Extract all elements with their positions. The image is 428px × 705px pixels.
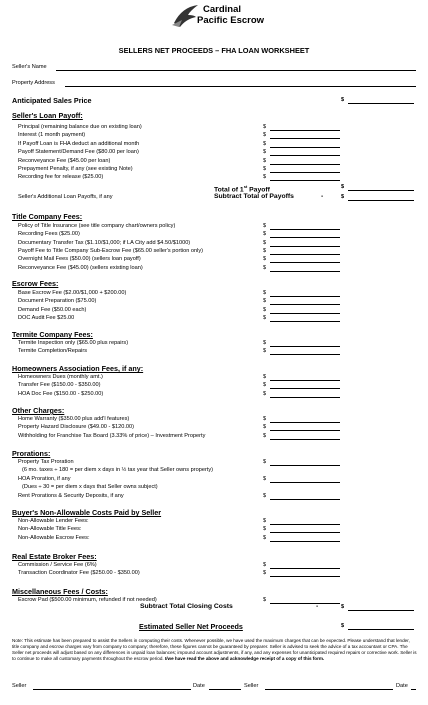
currency-sign: $ [263, 570, 267, 577]
currency-sign: $ [263, 247, 267, 254]
amount-field[interactable] [270, 397, 340, 398]
currency-sign: $ [263, 256, 267, 263]
amount-field[interactable] [270, 246, 340, 247]
hoa-item: Transfer Fee ($150.00 - $350.00) [18, 382, 101, 389]
loan-payoff-item: Principal (remaining balance due on existing loan) [18, 124, 142, 130]
total-first-payoff-label: Total of 1st Payoff [214, 184, 270, 194]
logo-line1: Cardinal [203, 4, 242, 15]
broker-item: Transaction Coordinator Fee ($250.00 - $350.00) [18, 570, 140, 577]
other-item: Withholding for Franchise Tax Board (3.33% of price) – Investment Property [18, 432, 206, 439]
loan-payoff-item: If Payoff Loan is FHA deduct an additional month [18, 140, 140, 147]
escrow-fees-item: Demand Fee ($50.00 each) [18, 306, 87, 313]
amount-field[interactable] [270, 354, 340, 355]
termite-item: Termite Completion/Repairs [18, 348, 88, 355]
sales-price-currency: $ [341, 97, 345, 103]
termite-item: Termite Inspection only ($65.00 plus repairs) [18, 340, 129, 346]
net-proceeds-label: Estimated Seller Net Proceeds [139, 622, 243, 631]
currency-sign: $ [263, 124, 267, 130]
subtract-payoffs-field[interactable] [348, 200, 414, 201]
property-address-field[interactable] [65, 86, 416, 87]
seller1-signature-field[interactable] [33, 689, 191, 690]
seller2-label: Seller [244, 683, 259, 689]
page-title: SELLERS NET PROCEEDS – FHA LOAN WORKSHEET [118, 46, 310, 55]
worksheet-page: Cardinal Pacific Escrow SELLERS NET PROCEEDS – FHA LOAN WORKSHEET Seller's Name Property Address Anticipated Sales Price $ Seller's Loan Payoff: Principal (remaining balance due on existing loan) $ Interest (1 month payment) $ If Payoff Loan is FHA deduct an additional month $ Payoff Statement/Demand Fee ($80.00 per loan) $ Reconveyance Fee ($45.00 per loan) $ Prepayment Penalty, if any (see existing Note) $ Recording fee for release ($25.00) $ Title Company Fees: Policy of Title Insurance (see title company chart/owners policy) $ Recording Fees ($25.00) $ Documentary Transfer Tax ($1.10/$1,000; if LA City add $4.50/$1000) $ Payoff Fee to Title Company Sub-Escrow Fee ($65.00 seller's portion only) $ Overnight Mail Fees ($50.00) (sellers loan payoff) $ Reconveyance Fee ($45.00) (sellers existing loan) $ Escrow Fees: Base Escrow Fee ($2.00/$1,000 + $200.00) $ Document Preparation ($75.00) $ Demand Fee ($50.00 each) $ DOC Audit Fee $25.00 $ Termite Company Fees: Termite Inspection only ($65.00 plus repairs) $ Termite Completion/Repairs $ Homeowners Association Fees, if any: Homeowners Dues (monthly amt.) $ Transfer Fee ($150.00 - $350.00) $ HOA Doc Fee ($150.00 - $250.00) $ Other Charges: Home Warranty ($350.00 plus add'l features) $ Property Hazard Disclosure ($49.00 - $120.00) $ Withholding for Franchise Tax Board (3.33% of price) – Investment Property $ Prorations: Property Tax Proration $ (6 mo. taxes ÷ 180 = per diem x days in ½ tax year that Seller owns property) HOA Proration, if any $ (Dues ÷ 30 = per diem x days that Seller owns subject) Rent Prorations & Security Deposits, if any $ Buyer's Non-Allowable Costs Paid by Seller Non-Allowable Lender Fees: $ Non-Allowable Title Fees: $ Non-Allowable Escrow Fees: $ Real Estate Broker Fees: Commission / Service Fee (6%) $ Transaction Coordinator Fee ($250.00 - $350.00) $ Miscellaneous Fees / Costs: Escrow Pad ($500.00 minimum, refunded if not needed) $ Total of 1st Payoff $ Seller's Additional Loan Payoffs, if any Subtract Total of Payoffs - $ Subtract Total Closing Costs - $ Estimated Seller Net Proceeds $ Note: This estimate has been prepared to assist the Sellers in computing their costs. Whenever possible, we have used the maximum charges that can be expected. Please understand that lender, title company and escrow charges vary from company to company; therefore, these figures cannot be guaranteed by preparer. Seller is advised to seek the advice of a tax accountant or CPA. The Seller net proceeds will adjust based on any differences in unpaid loan balances; impound account adjustments, if any, and any expenses for unanticipated required repairs or corrective work. Seller is to continue to make all customary payments throughout the escrow period. I/we have read the above and acknowledge receipt of a copy of this form. Seller Date Seller Date [0, 0, 428, 705]
amount-field[interactable] [270, 147, 340, 148]
currency-sign: $ [263, 390, 267, 397]
currency-sign: $ [263, 416, 267, 422]
currency-sign: $ [263, 562, 267, 568]
currency-sign: $ [263, 374, 267, 380]
amount-field[interactable] [270, 388, 340, 389]
subtract-closing-costs-dash: - [316, 603, 319, 610]
other-heading: Other Charges: [12, 406, 65, 415]
prorations-item: Property Tax Proration [18, 459, 74, 465]
currency-sign: $ [263, 231, 267, 238]
sellers-name-field[interactable] [56, 70, 416, 71]
title-fees-item: Policy of Title Insurance (see title company chart/owners policy) [18, 223, 176, 229]
currency-sign: $ [263, 239, 267, 246]
prorations-item: (Dues ÷ 30 = per diem x days that Seller owns subject) [22, 484, 158, 491]
amount-field[interactable] [270, 155, 340, 156]
amount-field[interactable] [270, 380, 340, 381]
other-item: Home Warranty ($350.00 plus add'l features) [18, 416, 130, 422]
loan-payoff-item: Recording fee for release ($25.00) [18, 174, 104, 181]
amount-field[interactable] [270, 138, 340, 139]
amount-field[interactable] [270, 172, 340, 173]
loan-payoff-item: Reconveyance Fee ($45.00 per loan) [18, 157, 111, 164]
loan-payoff-item: Payoff Statement/Demand Fee ($80.00 per loan) [18, 149, 139, 156]
currency-sign: $ [263, 174, 267, 181]
amount-field[interactable] [270, 313, 340, 314]
amount-field[interactable] [270, 482, 340, 483]
logo-line2: Pacific Escrow [197, 15, 265, 26]
other-item: Property Hazard Disclosure ($49.00 - $120.00) [18, 424, 134, 431]
misc-item: Escrow Pad ($500.00 minimum, refunded if not needed) [18, 597, 157, 603]
currency-sign: $ [263, 475, 267, 482]
currency-sign: $ [263, 298, 267, 305]
title-fees-item: Documentary Transfer Tax ($1.10/$1,000; if LA City add $4.50/$1000) [18, 239, 191, 246]
currency-sign: $ [263, 348, 267, 355]
currency-sign: $ [263, 534, 267, 541]
amount-field[interactable] [270, 422, 340, 423]
amount-field[interactable] [270, 321, 340, 322]
subtract-closing-costs-label: Subtract Total Closing Costs [140, 603, 233, 610]
buyers-costs-item: Non-Allowable Title Fees: [18, 526, 82, 533]
loan-payoff-item: Prepayment Penalty, if any (see existing Note) [18, 166, 133, 172]
amount-field[interactable] [270, 603, 340, 604]
amount-field[interactable] [270, 262, 340, 263]
subtract-payoffs-label: Subtract Total of Payoffs [214, 193, 294, 200]
date1-field[interactable] [209, 689, 241, 690]
buyers-costs-item: Non-Allowable Escrow Fees: [18, 534, 90, 541]
currency-sign: $ [263, 432, 267, 439]
hoa-item: HOA Doc Fee ($150.00 - $250.00) [18, 390, 104, 397]
currency-sign: $ [263, 157, 267, 164]
currency-sign: $ [263, 518, 267, 524]
amount-field[interactable] [270, 465, 340, 466]
hoa-item: Homeowners Dues (monthly amt.) [18, 374, 103, 380]
currency-sign: $ [263, 340, 267, 346]
amount-field[interactable] [270, 524, 340, 525]
currency-sign: $ [263, 315, 267, 322]
title-fees-item: Payoff Fee to Title Company Sub-Escrow Fee ($65.00 seller's portion only) [18, 247, 204, 254]
currency-sign: $ [263, 149, 267, 156]
amount-field[interactable] [270, 568, 340, 569]
date2-label: Date [396, 683, 408, 689]
prorations-heading: Prorations: [12, 449, 51, 458]
currency-sign: $ [263, 597, 267, 603]
amount-field[interactable] [270, 541, 340, 542]
seller2-signature-field[interactable] [265, 689, 393, 690]
additional-payoffs-label: Seller's Additional Loan Payoffs, if any [18, 194, 113, 200]
broker-heading: Real Estate Broker Fees: [12, 552, 97, 561]
buyers-costs-item: Non-Allowable Lender Fees: [18, 518, 89, 524]
currency-sign: $ [263, 140, 267, 147]
prorations-item: (6 mo. taxes ÷ 180 = per diem x days in ½ tax year that Seller owns property) [22, 467, 214, 474]
amount-field[interactable] [270, 296, 340, 297]
amount-field[interactable] [270, 576, 340, 577]
currency-sign: $ [263, 526, 267, 533]
misc-heading: Miscellaneous Fees / Costs: [12, 587, 108, 596]
currency-sign: $ [263, 459, 267, 465]
amount-field[interactable] [270, 439, 340, 440]
amount-field[interactable] [270, 254, 340, 255]
currency-sign: $ [263, 264, 267, 271]
currency-sign: $ [263, 290, 267, 296]
currency-sign: $ [263, 223, 267, 229]
title-fees-heading: Title Company Fees: [12, 212, 83, 221]
escrow-fees-item: Base Escrow Fee ($2.00/$1,000 + $200.00) [18, 290, 127, 296]
total-first-payoff-field[interactable] [348, 190, 414, 191]
sellers-name-label: Seller's Name [12, 64, 47, 70]
disclaimer-note: Note: This estimate has been prepared to assist the Sellers in computing their costs. Whenever possible, we have used the maximum charges that can be expected. Please understand that lender, title company and escrow charges vary from company to company; therefore, these figures cannot be guaranteed by preparer. Seller is advised to seek the advice of a tax accountant or CPA. The Seller net proceeds will adjust based on any differences in unpaid loan balances; impound account adjustments, if any, and any expenses for unanticipated required repairs or corrective work. Seller is to continue to make all customary payments throughout the escrow period. I/we have read the above and acknowledge receipt of a copy of this form. [12, 638, 417, 661]
sales-price-field[interactable] [348, 103, 414, 104]
date1-label: Date [193, 683, 205, 689]
sales-price-label: Anticipated Sales Price [12, 96, 92, 105]
amount-field[interactable] [270, 130, 340, 131]
loan-payoff-item: Interest (1 month payment) [18, 132, 86, 139]
amount-field[interactable] [270, 271, 340, 272]
escrow-fees-item: Document Preparation ($75.00) [18, 298, 97, 305]
amount-field[interactable] [270, 346, 340, 347]
title-fees-item: Reconveyance Fee ($45.00) (sellers existing loan) [18, 264, 143, 271]
amount-field[interactable] [270, 532, 340, 533]
currency-sign: $ [263, 166, 267, 172]
subtract-payoffs-dash: - [321, 193, 324, 200]
hoa-heading: Homeowners Association Fees, if any: [12, 364, 144, 373]
amount-field[interactable] [270, 304, 340, 305]
loan-payoff-heading: Seller's Loan Payoff: [12, 111, 83, 120]
seller1-label: Seller [12, 683, 27, 689]
termite-heading: Termite Company Fees: [12, 330, 93, 339]
currency-sign: $ [263, 382, 267, 389]
currency-sign: $ [263, 132, 267, 139]
amount-field[interactable] [270, 237, 340, 238]
prorations-item: HOA Proration, if any [18, 475, 71, 482]
broker-item: Commission / Service Fee (6%) [18, 562, 97, 568]
escrow-fees-item: DOC Audit Fee $25.00 [18, 315, 75, 322]
amount-field[interactable] [270, 164, 340, 165]
amount-field[interactable] [270, 430, 340, 431]
property-address-label: Property Address [12, 80, 55, 86]
title-fees-item: Overnight Mail Fees ($50.00) (sellers loan payoff) [18, 256, 141, 263]
cardinal-bird-logo-icon [170, 3, 200, 29]
subtract-closing-costs-field[interactable] [348, 610, 414, 611]
date2-field[interactable] [411, 689, 416, 690]
prorations-item: Rent Prorations & Security Deposits, if any [18, 492, 124, 499]
buyers-costs-heading: Buyer's Non-Allowable Costs Paid by Seller [12, 508, 162, 517]
amount-field[interactable] [270, 180, 340, 181]
escrow-fees-heading: Escrow Fees: [12, 279, 59, 288]
title-fees-item: Recording Fees ($25.00) [18, 231, 80, 238]
amount-field[interactable] [270, 229, 340, 230]
net-proceeds-field[interactable] [348, 629, 414, 630]
currency-sign: $ [263, 492, 267, 499]
currency-sign: $ [263, 306, 267, 313]
amount-field[interactable] [270, 499, 340, 500]
currency-sign: $ [263, 424, 267, 431]
